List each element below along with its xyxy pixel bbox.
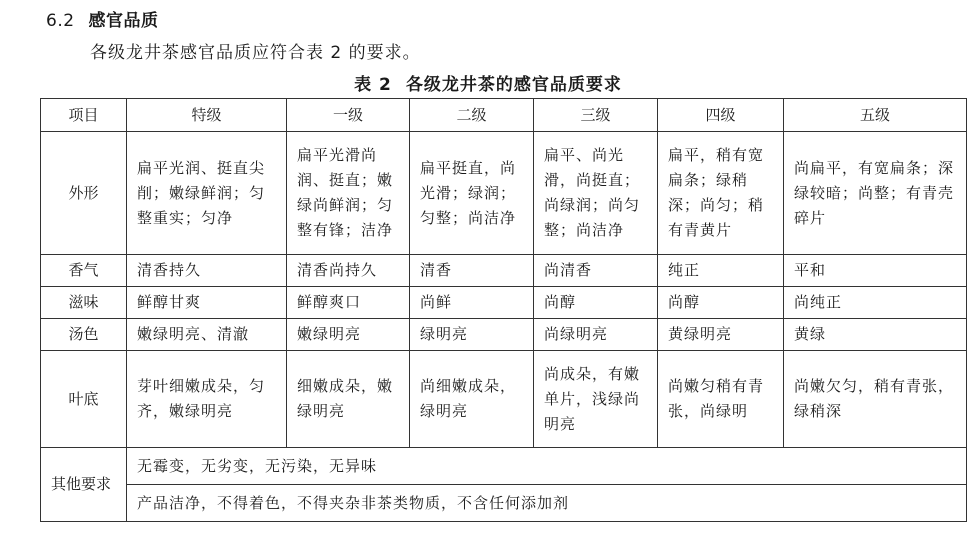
header-item: 项目 — [41, 99, 127, 132]
header-grade-4: 四级 — [658, 99, 784, 132]
table-row — [41, 132, 967, 255]
table-cell: 纯正 — [658, 255, 784, 287]
table-cell: 尚细嫩成朵，绿明亮 — [410, 351, 534, 448]
section-paragraph: 各级龙井茶感官品质应符合表 2 的要求。 — [90, 43, 421, 63]
section-title: 感官品质 — [88, 11, 159, 31]
row-label-taste: 滋味 — [41, 287, 127, 319]
row-label-other-requirements: 其他要求 — [41, 448, 127, 522]
table-cell: 鲜醇爽口 — [287, 287, 410, 319]
table-cell: 尚醇 — [658, 287, 784, 319]
table-cell: 嫩绿明亮、清澈 — [127, 319, 287, 351]
table-cell: 黄绿明亮 — [658, 319, 784, 351]
table-cell: 扁平，稍有宽扁条；绿稍深；尚匀；稍有青黄片 — [658, 132, 784, 255]
table-cell: 扁平挺直，尚光滑；绿润；匀整；尚洁净 — [410, 132, 534, 255]
table-cell: 尚醇 — [534, 287, 658, 319]
table-cell: 尚成朵，有嫩单片，浅绿尚明亮 — [534, 351, 658, 448]
table-cell: 尚嫩匀稍有青张，尚绿明 — [658, 351, 784, 448]
table-cell: 清香 — [410, 255, 534, 287]
row-label-shape: 外形 — [41, 132, 127, 255]
row-label-liquor-color: 汤色 — [41, 319, 127, 351]
table-cell: 细嫩成朵，嫩绿明亮 — [287, 351, 410, 448]
table-cell: 黄绿 — [784, 319, 967, 351]
table-cell: 尚纯正 — [784, 287, 967, 319]
other-requirement-line: 无霉变，无劣变，无污染，无异味 — [127, 448, 967, 485]
table-cell: 平和 — [784, 255, 967, 287]
table-row — [41, 485, 967, 522]
header-grade-3: 三级 — [534, 99, 658, 132]
section-number: 6.2 — [46, 11, 75, 31]
header-grade-2: 二级 — [410, 99, 534, 132]
header-grade-special: 特级 — [127, 99, 287, 132]
table-cell: 尚嫩欠匀，稍有青张，绿稍深 — [784, 351, 967, 448]
table-cell: 扁平光滑尚润、挺直；嫩绿尚鲜润；匀整有锋；洁净 — [287, 132, 410, 255]
sensory-quality-table — [40, 98, 967, 522]
table-cell: 尚绿明亮 — [534, 319, 658, 351]
table-row — [41, 319, 967, 351]
table-header-row — [41, 99, 967, 132]
table-cell: 芽叶细嫩成朵，匀齐，嫩绿明亮 — [127, 351, 287, 448]
table-cell: 尚鲜 — [410, 287, 534, 319]
other-requirement-line: 产品洁净，不得着色，不得夹杂非茶类物质，不含任何添加剂 — [127, 485, 967, 522]
table-row — [41, 351, 967, 448]
section-heading — [46, 6, 159, 31]
header-grade-1: 一级 — [287, 99, 410, 132]
table-row — [41, 287, 967, 319]
table-row — [41, 448, 967, 485]
table-caption — [0, 70, 976, 95]
table-cell: 鲜醇甘爽 — [127, 287, 287, 319]
table-cell: 尚清香 — [534, 255, 658, 287]
row-label-aroma: 香气 — [41, 255, 127, 287]
table-cell: 扁平、尚光滑，尚挺直；尚绿润；尚匀整；尚洁净 — [534, 132, 658, 255]
header-grade-5: 五级 — [784, 99, 967, 132]
table-cell: 清香持久 — [127, 255, 287, 287]
table-cell: 扁平光润、挺直尖削；嫩绿鲜润；匀整重实；匀净 — [127, 132, 287, 255]
table-cell: 绿明亮 — [410, 319, 534, 351]
table-caption-number: 表 2 — [354, 75, 392, 95]
table-cell: 清香尚持久 — [287, 255, 410, 287]
table-cell: 嫩绿明亮 — [287, 319, 410, 351]
table-cell: 尚扁平，有宽扁条；深绿较暗；尚整；有青壳碎片 — [784, 132, 967, 255]
row-label-infused-leaf: 叶底 — [41, 351, 127, 448]
table-row — [41, 255, 967, 287]
table-caption-title: 各级龙井茶的感官品质要求 — [405, 75, 622, 95]
